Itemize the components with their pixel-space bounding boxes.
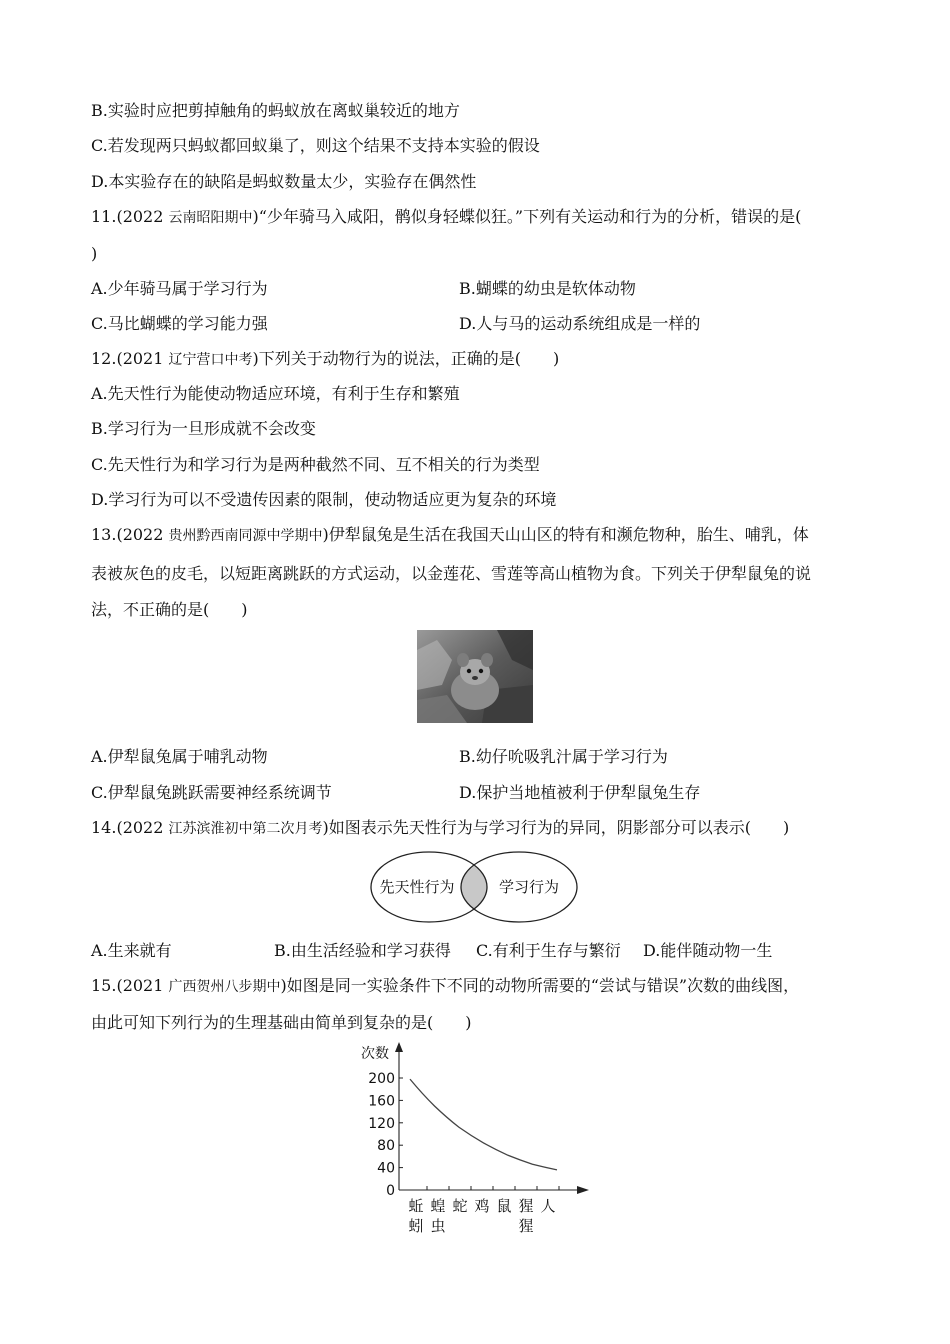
q13-option-a: A.伊犁鼠兔属于哺乳动物 [91, 747, 268, 766]
q12-source: 辽宁营口中考 [168, 352, 253, 368]
q11-option-b: B.蝴蝶的幼虫是软体动物 [459, 279, 636, 298]
q12-option-d: D.学习行为可以不受遗传因素的限制，使动物适应更为复杂的环境 [91, 490, 557, 509]
q13-option-b: B.幼仔吮吸乳汁属于学习行为 [459, 747, 668, 766]
q13-number: 13.(2022 [91, 525, 169, 544]
q15-number: 15.(2021 [91, 976, 169, 995]
q15-stem-line1 [91, 976, 799, 997]
y-tick-label: 120 [368, 1115, 395, 1132]
q11-text: )“少年骑马入咸阳，鹘似身轻蝶似狂。”下列有关运动和行为的分析，错误的是( [252, 207, 802, 226]
q12-text: )下列关于动物行为的说法，正确的是( ) [252, 349, 560, 368]
q11-number: 11.(2022 [91, 207, 169, 226]
x-tick-label: 鼠 [496, 1197, 512, 1215]
x-tick-label: 鸡 [474, 1197, 490, 1215]
x-tick-label: 蛇 [452, 1197, 468, 1215]
q12-option-c: C.先天性行为和学习行为是两种截然不同、互不相关的行为类型 [91, 455, 540, 474]
q11-option-d: D.人与马的运动系统组成是一样的 [459, 314, 701, 333]
trial-error-curve [410, 1079, 557, 1170]
q13-stem-line1 [91, 525, 809, 546]
venn-diagram [369, 850, 581, 928]
pika-photo [417, 630, 533, 723]
q14-source: 江苏滨淮初中第二次月考 [168, 821, 323, 837]
y-tick-label: 200 [368, 1071, 395, 1087]
q13-stem-line2: 表被灰色的皮毛，以短距离跳跃的方式运动，以金莲花、雪莲等高山植物为食。下列关于伊犁鼠兔的说 [91, 564, 812, 583]
q13-source: 贵州黔西南同源中学期中 [168, 528, 323, 544]
q14-option-b: B.由生活经验和学习获得 [274, 941, 451, 960]
venn-left-label: 先天性行为 [379, 878, 455, 896]
q13-option-c: C.伊犁鼠兔跳跃需要神经系统调节 [91, 783, 332, 802]
x-tick-label: 人 [540, 1197, 556, 1215]
x-tick-label-line2: 猩 [518, 1217, 534, 1235]
y-tick-label: 160 [368, 1093, 395, 1110]
q15-stem-line2: 由此可知下列行为的生理基础由简单到复杂的是( ) [91, 1013, 472, 1032]
q14-number: 14.(2022 [91, 818, 169, 837]
q13-option-d: D.保护当地植被利于伊犁鼠兔生存 [459, 783, 701, 802]
x-tick-label: 猩 [518, 1197, 534, 1215]
x-tick-label: 蚯 [408, 1197, 424, 1215]
q15-source: 广西贺州八步期中 [168, 979, 281, 995]
trial-error-chart [345, 1038, 605, 1242]
q14-stem [91, 818, 789, 839]
y-axis-label: 次数 [361, 1046, 389, 1062]
q15-text-1: )如图是同一实验条件下不同的动物所需要的“尝试与错误”次数的曲线图， [280, 976, 800, 995]
x-axis-arrow [577, 1186, 589, 1194]
x-tick-label-line2: 蚓 [408, 1217, 424, 1235]
q10-option-b: B.实验时应把剪掉触角的蚂蚁放在离蚁巢较近的地方 [91, 101, 460, 120]
q11-option-a: A.少年骑马属于学习行为 [91, 279, 268, 298]
x-tick-label-line2: 虫 [430, 1217, 446, 1235]
q14-option-c: C.有利于生存与繁衍 [476, 941, 621, 960]
q11-source: 云南昭阳期中 [168, 210, 253, 226]
q12-option-b: B.学习行为一旦形成就不会改变 [91, 419, 316, 438]
y-tick-label: 0 [386, 1183, 395, 1199]
y-tick-label: 80 [377, 1138, 395, 1155]
x-tick-label: 蝗 [430, 1197, 446, 1215]
y-tick-label: 40 [377, 1160, 395, 1177]
q14-option-d: D.能伴随动物一生 [643, 941, 773, 960]
venn-right-label: 学习行为 [498, 878, 560, 896]
q13-text-1: )伊犁鼠兔是生活在我国天山山区的特有和濒危物种，胎生、哺乳，体 [322, 525, 809, 544]
q12-number: 12.(2021 [91, 349, 169, 368]
q10-option-c: C.若发现两只蚂蚁都回蚁巢了，则这个结果不支持本实验的假设 [91, 136, 540, 155]
q11-stem [91, 207, 801, 228]
q13-stem-line3: 法，不正确的是( ) [91, 600, 248, 619]
q14-option-a: A.生来就有 [91, 941, 172, 960]
y-axis-arrow [395, 1042, 403, 1052]
q12-option-a: A.先天性行为能使动物适应环境，有利于生存和繁殖 [91, 384, 460, 403]
q11-stem-end: ) [91, 244, 98, 263]
q12-stem [91, 349, 559, 370]
q10-option-d: D.本实验存在的缺陷是蚂蚁数量太少，实验存在偶然性 [91, 172, 477, 191]
q14-text: )如图表示先天性行为与学习行为的异同，阴影部分可以表示( ) [322, 818, 790, 837]
q11-option-c: C.马比蝴蝶的学习能力强 [91, 314, 268, 333]
